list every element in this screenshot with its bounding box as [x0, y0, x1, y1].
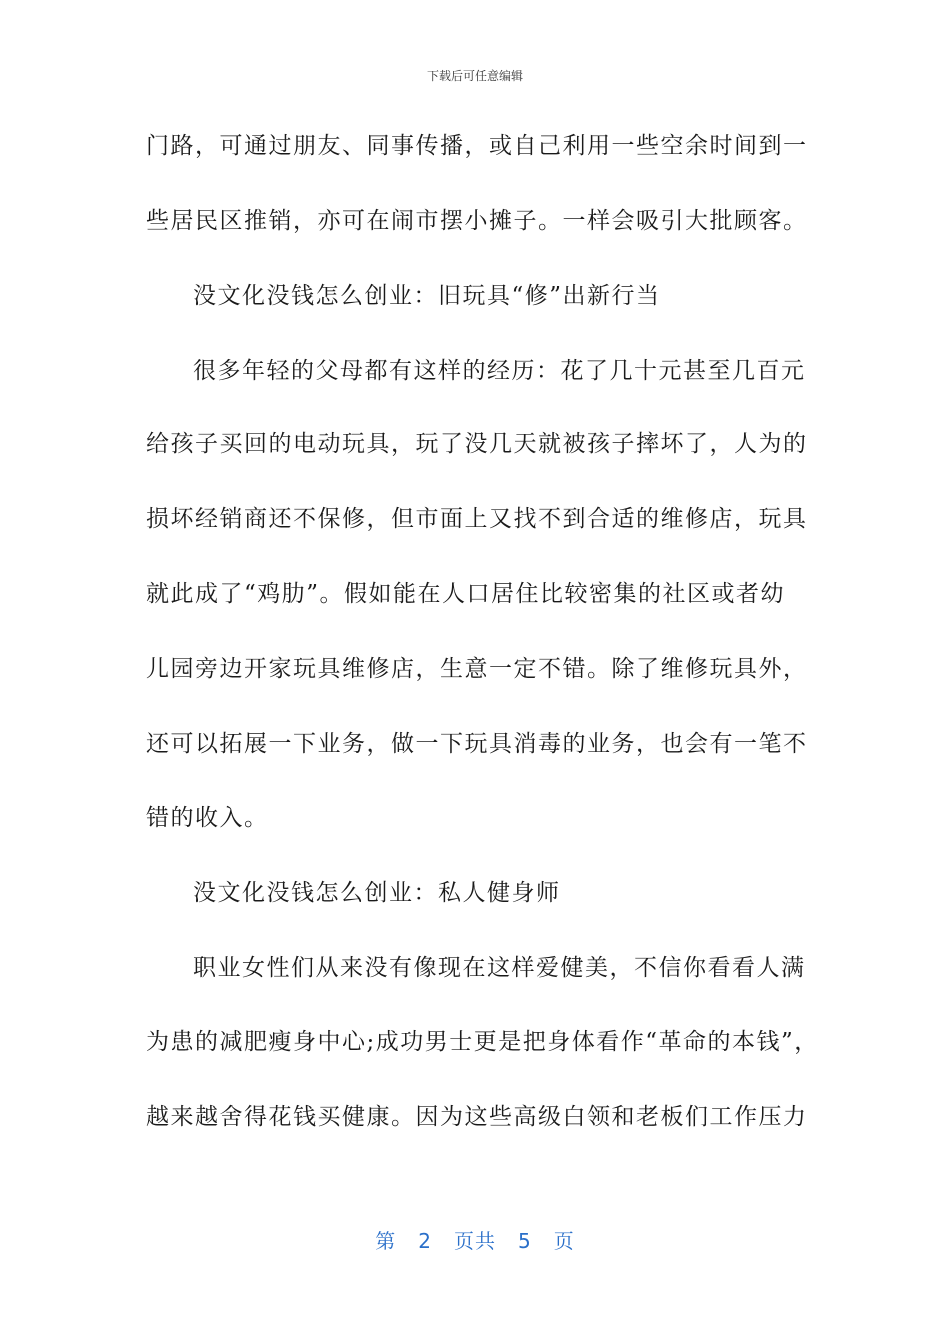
current-page-number: 2 — [418, 1229, 432, 1253]
section-heading: 没文化没钱怎么创业：旧玩具“修”出新行当 — [193, 283, 661, 309]
text-line: 损坏经销商还不保修，但市面上又找不到合适的维修店，玩具 — [146, 506, 808, 532]
text-line: 错的收入。 — [146, 805, 269, 831]
total-pages-number: 5 — [518, 1229, 532, 1253]
text-line: 越来越舍得花钱买健康。因为这些高级白领和老板们工作压力 — [146, 1104, 808, 1130]
footer-middle: 页共 — [454, 1229, 496, 1253]
text-line: 儿园旁边开家玩具维修店，生意一定不错。除了维修玩具外， — [146, 656, 808, 682]
header-note: 下载后可任意编辑 — [426, 69, 523, 83]
text-line: 就此成了“鸡肋”。假如能在人口居住比较密集的社区或者幼 — [146, 581, 786, 607]
text-line: 很多年轻的父母都有这样的经历：花了几十元甚至几百元 — [193, 358, 806, 384]
footer-prefix: 第 — [375, 1229, 397, 1253]
text-line: 给孩子买回的电动玩具，玩了没几天就被孩子摔坏了，人为的 — [146, 431, 808, 457]
page-footer — [0, 1225, 950, 1254]
footer-suffix: 页 — [553, 1229, 575, 1253]
text-line: 职业女性们从来没有像现在这样爱健美，不信你看看人满 — [193, 955, 806, 981]
text-line: 门路，可通过朋友、同事传播，或自己利用一些空余时间到一 — [146, 133, 808, 159]
text-line: 为患的减肥瘦身中心;成功男士更是把身体看作“革命的本钱”， — [146, 1029, 819, 1055]
text-line: 些居民区推销，亦可在闹市摆小摊子。一样会吸引大批顾客。 — [146, 208, 808, 234]
section-heading: 没文化没钱怎么创业：私人健身师 — [193, 880, 561, 906]
text-line: 还可以拓展一下业务，做一下玩具消毒的业务，也会有一笔不 — [146, 731, 808, 757]
